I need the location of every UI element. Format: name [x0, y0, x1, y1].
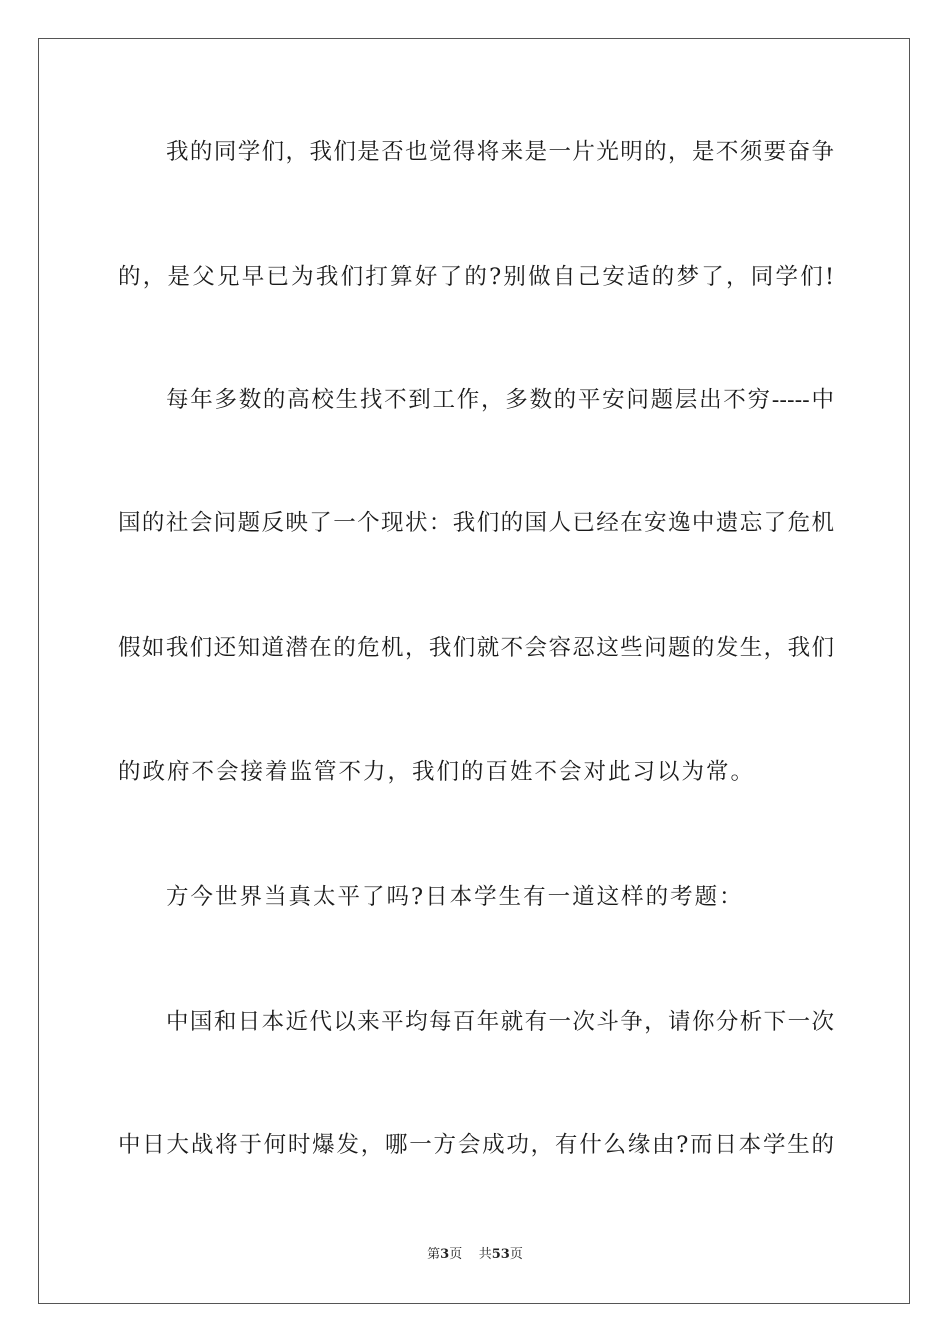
total-pages: 53	[491, 1247, 510, 1262]
page-footer	[0, 1246, 950, 1264]
paragraph-line-8: 中国和日本近代以来平均每百年就有一次斗争，请你分析下一次	[166, 1009, 834, 1035]
paragraph-line-6: 的政府不会接着监管不力，我们的百姓不会对此习以为常。	[118, 759, 756, 785]
total-prefix: 共	[478, 1247, 492, 1262]
paragraph-line-7: 方今世界当真太平了吗?日本学生有一道这样的考题：	[166, 884, 744, 910]
paragraph-line-3: 每年多数的高校生找不到工作，多数的平安问题层出不穷-----中	[166, 387, 834, 413]
total-suffix: 页	[509, 1247, 523, 1262]
paragraph-line-4: 国的社会问题反映了一个现状：我们的国人已经在安逸中遗忘了危机	[118, 510, 834, 536]
paragraph-line-1: 我的同学们，我们是否也觉得将来是一片光明的，是不须要奋争	[166, 139, 834, 165]
paragraph-line-5: 假如我们还知道潜在的危机，我们就不会容忍这些问题的发生，我们	[118, 635, 834, 661]
page-border	[38, 38, 910, 1304]
paragraph-line-2: 的，是父兄早已为我们打算好了的?别做自己安适的梦了，同学们!	[118, 264, 834, 290]
page-number: 3	[440, 1247, 450, 1262]
paragraph-line-9: 中日大战将于何时爆发，哪一方会成功，有什么缘由?而日本学生的	[118, 1132, 834, 1158]
page-prefix: 第	[427, 1247, 441, 1262]
page-suffix: 页	[449, 1247, 463, 1262]
